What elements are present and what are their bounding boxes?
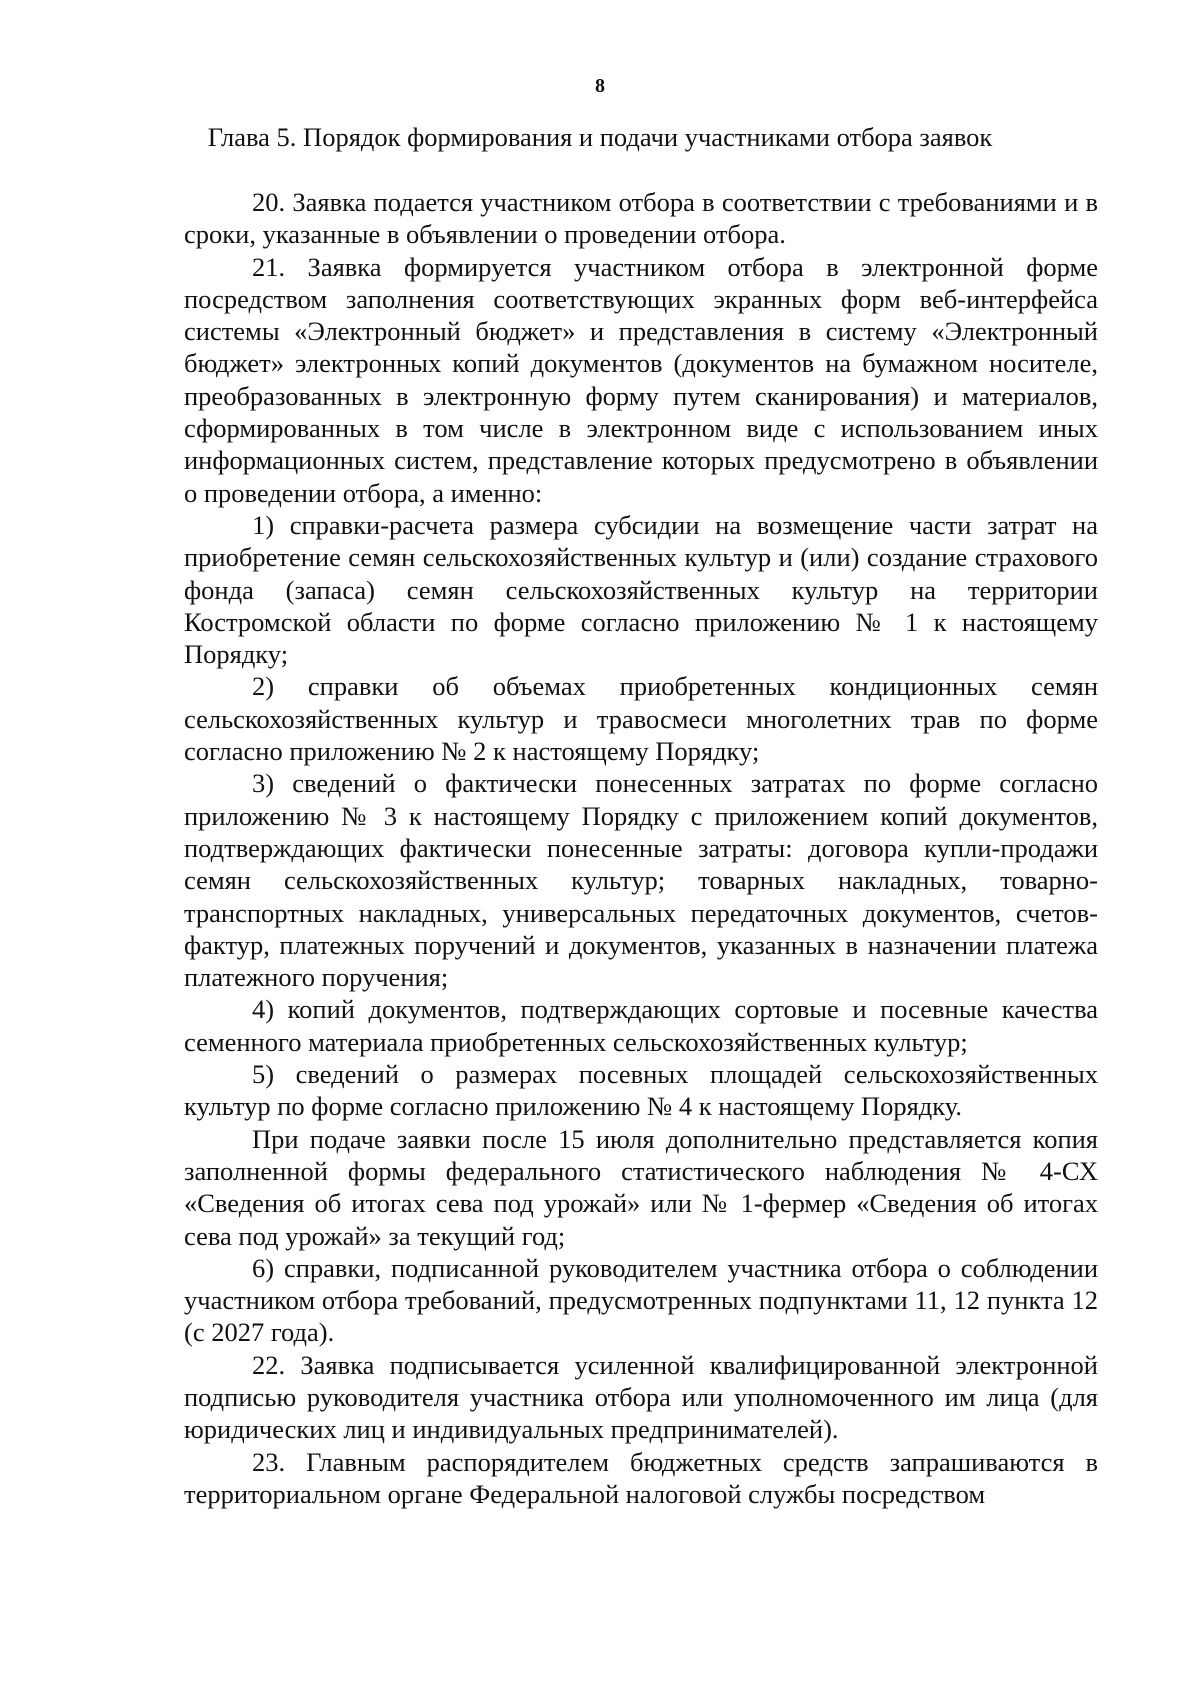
chapter-title: Глава 5. Порядок формирования и подачи участниками отбора заявок [207, 122, 993, 152]
list-item-6: 6) справки, подписанной руководителем участника отбора о соблюдении участником отбора требований, предусмотренных подпунктами 11, 12 пункта 12 (с 2027 года). [184, 1252, 1098, 1348]
list-item-4: 4) копий документов, подтверждающих сортовые и посевные качества семенного материала приобретенных сельскохозяйственных культур; [184, 994, 1098, 1057]
list-item-5: 5) сведений о размерах посевных площадей сельскохозяйственных культур по форме согласно приложению № 4 к настоящему Порядку. [184, 1059, 1098, 1122]
paragraph-22: 22. Заявка подписывается усиленной квалифицированной электронной подписью руководителя участника отбора или уполномоченного им лица (для юридических лиц и индивидуальных предпринимателей). [184, 1349, 1098, 1445]
list-item-1: 1) справки-расчета размера субсидии на возмещение части затрат на приобретение семян сельскохозяйственных культур и (или) создание страхового фонда (запаса) семян сельскохозяйственных культур на территории Костромской области по форме согласно приложению № 1 к настоящему Порядку; [184, 509, 1098, 670]
paragraph-23: 23. Главным распорядителем бюджетных средств запрашиваются в территориальном органе Федеральной налоговой службы посредством [184, 1446, 1098, 1509]
page-number: 8 [595, 75, 605, 97]
paragraph-21: 21. Заявка формируется участником отбора в электронной форме посредством заполнения соответствующих экранных форм веб-интерфейса системы «Электронный бюджет» и представления в систему «Электронный бюджет» электронных копий документов (документов на бумажном носителе, преобразованных в электронную форму путем сканирования) и материалов, сформированных в том числе в электронном виде с использованием иных информационных систем, представление которых предусмотрено в объявлении о проведении отбора, а именно: [184, 251, 1098, 508]
list-item-2: 2) справки об объемах приобретенных кондиционных семян сельскохозяйственных культур и травосмеси многолетних трав по форме согласно приложению № 2 к настоящему Порядку; [184, 671, 1098, 767]
list-item-3: 3) сведений о фактически понесенных затратах по форме согласно приложению № 3 к настоящему Порядку с приложением копий документов, подтверждающих фактически понесенные затраты: договора купли-продажи семян сельскохозяйственных культур; товарных накладных, товарно-транспортных накладных, универсальных передаточных документов, счетов-фактур, платежных поручений и документов, указанных в назначении платежа платежного поручения; [184, 768, 1098, 993]
document-body [184, 186, 1098, 1510]
paragraph-20: 20. Заявка подается участником отбора в соответствии с требованиями и в сроки, указанные в объявлении о проведении отбора. [184, 187, 1098, 250]
paragraph-additional-note: При подаче заявки после 15 июля дополнительно представляется копия заполненной формы федерального статистического наблюдения № 4-СХ «Сведения об итогах сева под урожай» или № 1-фермер «Сведения об итогах сева под урожай» за текущий год; [184, 1123, 1098, 1251]
